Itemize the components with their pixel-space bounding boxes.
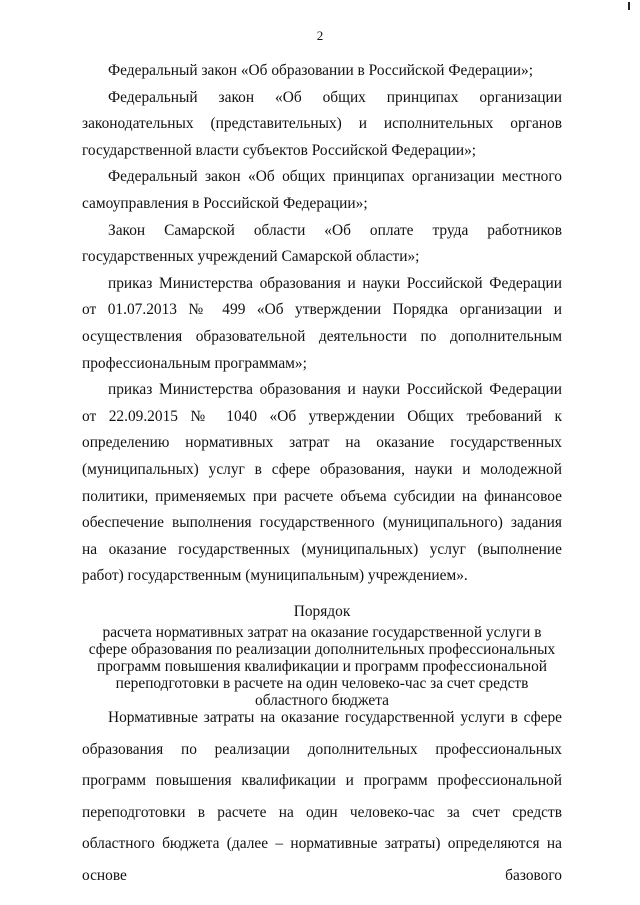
section-body bbox=[82, 702, 562, 891]
page-number: 2 bbox=[316, 28, 324, 43]
legal-basis-list bbox=[82, 58, 562, 590]
body-paragraph: Нормативные затраты на оказание государственной услуги в сфере образования по реализации дополнительных профессиональных программ повышения квалификации и программ профессиональной переподготовки в расчете на один человеко-час за счет средств областного бюджета (далее – нормативные затраты) определяются на основе базового bbox=[82, 709, 562, 884]
paragraph-federal-law-education: Федеральный закон «Об образовании в Российской Федерации»; bbox=[108, 62, 533, 79]
paragraph-order-499: приказ Министерства образования и науки Российской Федерации от 01.07.2013 № 499 «Об утверждении Порядка организации и осуществления образовательной деятельности по дополнительным профессиональным программам»; bbox=[82, 274, 562, 372]
paragraph-samara-law-wages: Закон Самарской области «Об оплате труда работников государственных учреждений Самарской области»; bbox=[82, 221, 562, 266]
scan-corner-mark bbox=[628, 2, 630, 10]
section-subtitle: расчета нормативных затрат на оказание государственной услуги в сфере образования по реализации дополнительных профессиональных программ повышения квалификации и программ профессиональной переподготовки в расчете на один человеко-час за счет средств областного бюджета bbox=[88, 624, 556, 709]
paragraph-federal-law-regional-bodies: Федеральный закон «Об общих принципах организации законодательных (представительных) и исполнительных органов государственной власти субъектов Российской Федерации»; bbox=[82, 88, 562, 159]
section-title: Порядок bbox=[293, 603, 351, 620]
paragraph-federal-law-local-government: Федеральный закон «Об общих принципах организации местного самоуправления в Российской Федерации»; bbox=[82, 168, 562, 212]
section-heading bbox=[82, 602, 562, 709]
paragraph-order-1040: приказ Министерства образования и науки Российской Федерации от 22.09.2015 № 1040 «Об утверждении Общих требований к определению нормативных затрат на оказание государственных (муниципальных) услуг в сфере образования, науки и молодежной политики, применяемых при расчете объема субсидии на финансовое обеспечение выполнения государственного (муниципального) задания на оказание государственных (муниципальных) услуг (выполнение работ) государственным (муниципальным) учреждением». bbox=[82, 381, 562, 585]
